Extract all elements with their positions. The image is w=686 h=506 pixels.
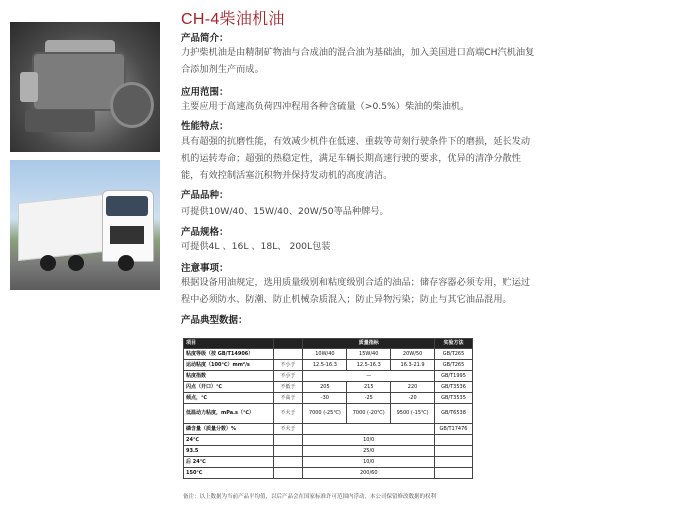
table-row: 粘度指数 不小于 — GB/T1995 (184, 371, 473, 382)
section-text-packaging: 可提供4L 、16L 、18L、 200L包装 (181, 241, 331, 252)
section-heading-features: 性能特点： (181, 121, 229, 132)
section-heading-intro: 产品简介： (181, 33, 229, 44)
table-header-row: 项目 质量指标 实验方法 (184, 339, 473, 349)
table-row: 磷含量（质量分数）% 不大于 GB/T17476 (184, 424, 473, 435)
product-title: CH-4柴油机油 (181, 11, 285, 28)
section-text-varieties: 可提供10W/40、15W/40、20W/50等品种牌号。 (181, 206, 389, 217)
table-row: 倾点，℃ 不高于 -30 -25 -20 GB/T3535 (184, 393, 473, 404)
table-row: 93.5 25/0 (184, 446, 473, 457)
section-text-application: 主要应用于高速高负荷四冲程用各种含硫量（>0.5%）柴油的柴油机。 (181, 101, 470, 112)
section-heading-varieties: 产品品种： (181, 190, 229, 201)
section-heading-packaging: 产品规格： (181, 227, 229, 238)
table-row: 24℃ 10/0 (184, 435, 473, 446)
engine-image (10, 22, 160, 152)
truck-image (10, 160, 160, 290)
table-row: 后 24℃ 10/0 (184, 457, 473, 468)
table-row: 150℃ 200/60 (184, 468, 473, 479)
section-text-features: 具有超强的抗磨性能，有效减少机件在低速、重载等苛刻行驶条件下的磨损，延长发动 机的运转寿命；超强的热稳定性，满足车辆长期高速行驶的要求，优异的清净分散性 能，有效控制活塞沉积物并保持发动机的高度清洁。 (181, 136, 531, 181)
section-text-notes: 根据设备用油规定，选用质量级别和粘度级别合适的油品；储存容器必须专用，贮运过 程中必须防水、防潮、防止机械杂质混入；防止异物污染；防止与其它油品混用。 (181, 277, 531, 305)
table-row: 粘度等级（按 GB/T14906） 10W/40 15W/40 20W/50 GB/T265 (184, 349, 473, 360)
section-heading-typical-data: 产品典型数据： (181, 315, 248, 326)
table-row: 闪点（开口）℃ 不低于 205 215 220 GB/T3536 (184, 382, 473, 393)
footnote: 备注：以上数据为当前产品平均值，以后产品会在国家标准许可范围内浮动，本公司保留修改数据的权利 (183, 494, 437, 500)
table-row: 低温动力粘度，mPa.s（℃） 不大于 7000 (-25℃) 7000 (-20℃) 9500 (-15℃) GB/T6538 (184, 404, 473, 424)
section-heading-application: 应用范围： (181, 87, 229, 98)
section-text-intro: 力护柴机油是由精制矿物油与合成油的混合油为基础油，加入美国进口高端CH汽机油复 合添加剂生产而成。 (181, 47, 535, 75)
table-row: 运动粘度（100℃）mm²/s 不小于 12.5-16.3 12.5-16.3 16.3-21.9 GB/T265 (184, 360, 473, 371)
typical-data-table (183, 338, 473, 479)
section-heading-notes: 注意事项： (181, 263, 229, 274)
